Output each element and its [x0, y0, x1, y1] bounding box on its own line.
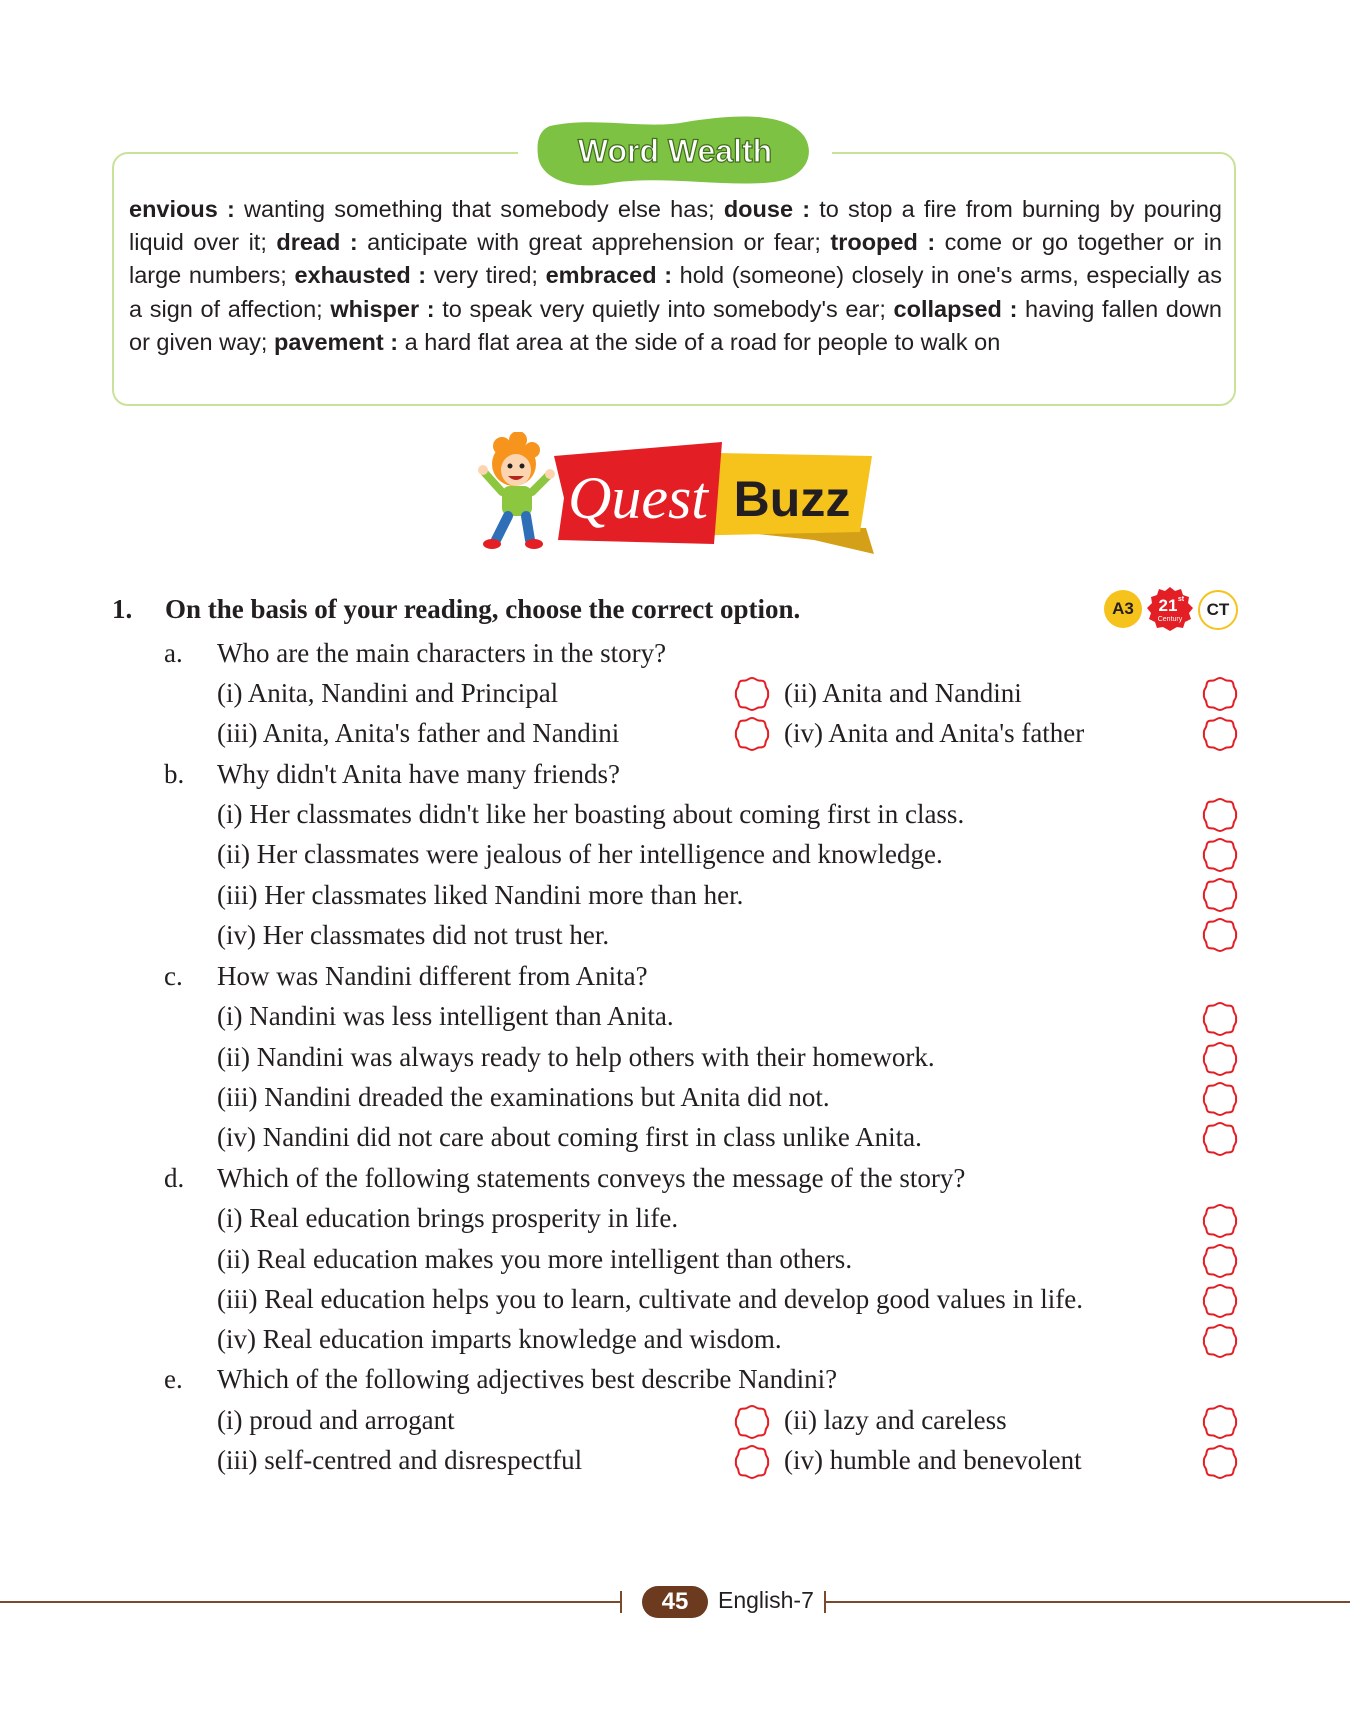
glossary-word: envious :: [129, 196, 235, 222]
21st-century-badge: [1146, 586, 1194, 632]
glossary-meaning: hold (someone) closely in one's arms, especially as a sign of affection;: [129, 262, 1222, 322]
option-text: (iii) Anita, Anita's father and Nandini: [217, 718, 620, 748]
glossary-word: pavement :: [273, 328, 399, 355]
footer-tick-left: [620, 1591, 622, 1613]
answer-circle[interactable]: [1202, 917, 1238, 953]
answer-circle[interactable]: [734, 676, 770, 712]
answer-circle[interactable]: [1202, 1323, 1238, 1359]
answer-circle[interactable]: [1202, 716, 1238, 752]
option-text: (ii) Nandini was always ready to help others with their homework.: [217, 1042, 935, 1072]
item-question: Which of the following statements conveys the message of the story?: [217, 1163, 966, 1193]
answer-circle[interactable]: [1202, 1001, 1238, 1037]
a3-badge: A3: [1104, 590, 1142, 628]
answer-circle[interactable]: [1202, 1081, 1238, 1117]
word-wealth-definitions: [129, 193, 1222, 359]
option-text: (ii) Real education makes you more intelligent than others.: [217, 1244, 853, 1274]
footer-rule-right: [824, 1601, 1350, 1603]
word-wealth-heading: Word Wealth: [577, 133, 773, 169]
option-text: (i) Her classmates didn't like her boasting about coming first in class.: [217, 799, 965, 829]
answer-circle[interactable]: [1202, 1444, 1238, 1480]
answer-circle[interactable]: [1202, 797, 1238, 833]
glossary-word: whisper :: [330, 295, 435, 322]
item-letter: a.: [164, 638, 183, 668]
glossary-word: trooped :: [830, 229, 936, 256]
glossary-meaning: come or go together or in large numbers;: [129, 229, 1223, 289]
item-question: How was Nandini different from Anita?: [217, 961, 648, 991]
century-number: 21: [1158, 596, 1178, 615]
question-title: On the basis of your reading, choose the correct option.: [165, 594, 801, 624]
glossary-meaning: a hard flat area at the side of a road for people to walk on: [398, 328, 1001, 355]
quest-label: Quest: [568, 465, 708, 531]
option-text: (i) Anita, Nandini and Principal: [217, 678, 559, 708]
item-question: Why didn't Anita have many friends?: [217, 759, 621, 789]
answer-circle[interactable]: [734, 1404, 770, 1440]
glossary-word: embraced :: [545, 262, 673, 289]
glossary-word: douse :: [723, 196, 811, 222]
option-text: (i) Nandini was less intelligent than Anita.: [217, 1001, 674, 1031]
answer-circle[interactable]: [1202, 1283, 1238, 1319]
item-letter: d.: [164, 1163, 185, 1193]
cartoon-boy-icon: [478, 432, 555, 549]
option-text: (iv) Her classmates did not trust her.: [217, 920, 610, 950]
quest-buzz-banner: [474, 432, 876, 560]
answer-circle[interactable]: [1202, 1121, 1238, 1157]
glossary-meaning: anticipate with great apprehension or fear;: [357, 229, 831, 256]
glossary-meaning: having fallen down or given way;: [129, 295, 1222, 355]
option-text: (iii) self-centred and disrespectful: [217, 1445, 583, 1475]
answer-circle[interactable]: [1202, 1203, 1238, 1239]
glossary-meaning: to stop a fire from burning by pouring liquid over it;: [129, 196, 1222, 256]
century-word: Century: [1157, 616, 1183, 623]
glossary-word: exhausted :: [294, 262, 427, 289]
answer-circle[interactable]: [1202, 1243, 1238, 1279]
answer-circle[interactable]: [1202, 676, 1238, 712]
option-text: (ii) Anita and Nandini: [784, 678, 1022, 708]
option-text: (iv) Nandini did not care about coming first in class unlike Anita.: [217, 1122, 922, 1152]
option-text: (iv) humble and benevolent: [784, 1445, 1082, 1475]
option-text: (i) proud and arrogant: [217, 1405, 455, 1435]
option-text: (ii) lazy and careless: [784, 1405, 1007, 1435]
option-text: (iv) Anita and Anita's father: [784, 718, 1085, 748]
glossary-meaning: to speak very quietly into somebody's ear;: [434, 295, 894, 322]
answer-circle[interactable]: [1202, 1404, 1238, 1440]
option-text: (iv) Real education imparts knowledge and wisdom.: [217, 1324, 782, 1354]
word-wealth-heading-badge: [536, 112, 814, 188]
glossary-meaning: wanting something that somebody else has;: [234, 196, 724, 222]
book-title: English-7: [718, 1587, 814, 1613]
item-question: Which of the following adjectives best describe Nandini?: [217, 1364, 838, 1394]
option-text: (iii) Nandini dreaded the examinations but Anita did not.: [217, 1082, 830, 1112]
ct-badge: CT: [1198, 590, 1238, 630]
option-text: (ii) Her classmates were jealous of her intelligence and knowledge.: [217, 839, 943, 869]
item-letter: b.: [164, 759, 185, 789]
page-number: 45: [642, 1586, 708, 1618]
option-text: (iii) Her classmates liked Nandini more than her.: [217, 880, 744, 910]
answer-circle[interactable]: [734, 1444, 770, 1480]
buzz-label: Buzz: [733, 471, 851, 527]
item-letter: e.: [164, 1364, 183, 1394]
glossary-meaning: very tired;: [426, 262, 546, 289]
answer-circle[interactable]: [1202, 837, 1238, 873]
answer-circle[interactable]: [1202, 1041, 1238, 1077]
glossary-word: dread :: [276, 229, 358, 256]
answer-circle[interactable]: [1202, 877, 1238, 913]
century-suffix: st: [1177, 596, 1185, 603]
footer-rule-left: [0, 1601, 622, 1603]
answer-circle[interactable]: [734, 716, 770, 752]
item-question: Who are the main characters in the story?: [217, 638, 667, 668]
option-text: (iii) Real education helps you to learn, cultivate and develop good values in life.: [217, 1284, 1083, 1314]
glossary-word: collapsed :: [893, 295, 1018, 322]
question-number: 1.: [112, 594, 133, 624]
item-letter: c.: [164, 961, 183, 991]
option-text: (i) Real education brings prosperity in life.: [217, 1203, 679, 1233]
